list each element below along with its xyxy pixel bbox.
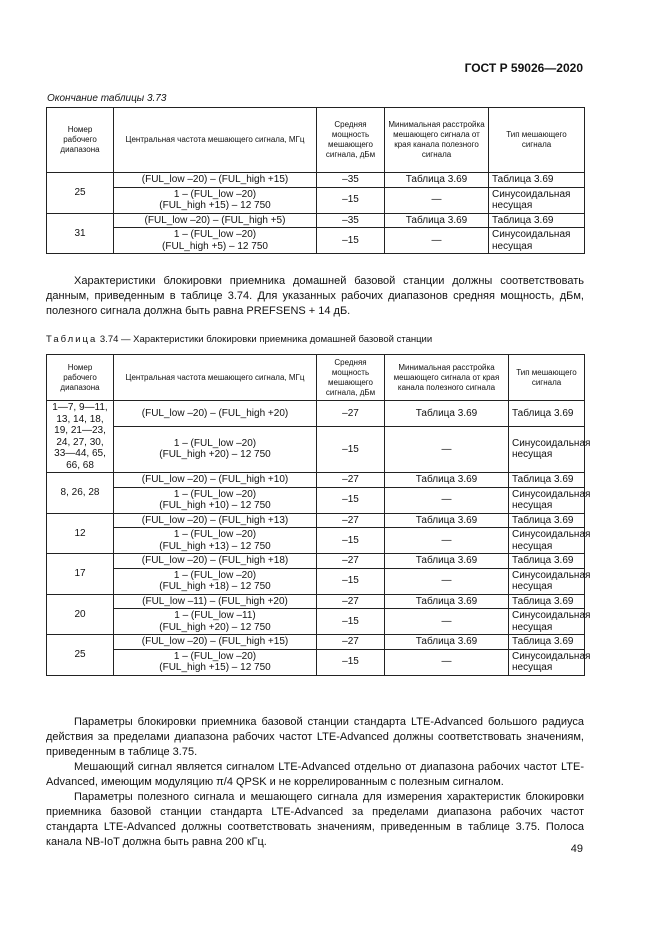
freq-cell: 1 – (FUL_low –20) (FUL_high +15) – 12 750 <box>114 649 317 675</box>
type-cell: Синусоидальная несущая <box>509 426 585 472</box>
type-cell: Синусоидальная несущая <box>489 187 585 213</box>
type-cell: Таблица 3.69 <box>509 554 585 569</box>
paragraph-2: Параметры блокировки приемника базовой станции стандарта LTE-Advanced большого радиуса действия за пределами диапазона рабочих частот LTE-Advanced должны соответствовать значениям, приведенным в таблице 3.75. <box>46 716 584 758</box>
freq-cell: 1 – (FUL_low –20) (FUL_high +13) – 12 750 <box>114 528 317 554</box>
table-row <box>47 228 585 254</box>
type-cell: Синусоидальная несущая <box>509 649 585 675</box>
offset-cell: — <box>385 487 509 513</box>
freq-cell: (FUL_low –11) – (FUL_high +20) <box>114 594 317 609</box>
freq-cell: (FUL_low –20) – (FUL_high +15) <box>114 635 317 650</box>
power-cell: –15 <box>317 228 385 254</box>
offset-cell: — <box>385 609 509 635</box>
power-cell: –27 <box>317 635 385 650</box>
type-cell: Таблица 3.69 <box>509 635 585 650</box>
type-cell: Синусоидальная несущая <box>509 487 585 513</box>
freq-cell: (FUL_low –20) – (FUL_high +13) <box>114 513 317 528</box>
paragraph-3: Мешающий сигнал является сигналом LTE-Advanced отдельно от диапазона рабочих частот LTE-Advanced, имеющим модуляцию π/4 QPSK и не коррелированным с полезным сигналом. <box>46 761 584 788</box>
offset-cell: Таблица 3.69 <box>385 173 489 188</box>
offset-cell: Таблица 3.69 <box>385 594 509 609</box>
power-cell: –15 <box>317 649 385 675</box>
power-cell: –35 <box>317 213 385 228</box>
offset-cell: Таблица 3.69 <box>385 401 509 427</box>
band-cell: 25 <box>47 635 114 676</box>
type-cell: Таблица 3.69 <box>489 213 585 228</box>
table-row <box>47 401 585 427</box>
power-cell: –15 <box>317 568 385 594</box>
freq-cell: 1 – (FUL_low –20) (FUL_high +15) – 12 750 <box>114 187 317 213</box>
table-3-74-caption <box>46 334 432 345</box>
band-cell: 20 <box>47 594 114 635</box>
power-cell: –27 <box>317 554 385 569</box>
offset-cell: Таблица 3.69 <box>385 635 509 650</box>
power-cell: –15 <box>317 426 385 472</box>
table-3-73-body <box>47 173 585 254</box>
table-3-73 <box>46 107 585 254</box>
power-cell: –15 <box>317 487 385 513</box>
table-3-74-body <box>47 401 591 676</box>
table-row <box>47 594 585 609</box>
freq-cell: (FUL_low –20) – (FUL_high +10) <box>114 473 317 488</box>
band-cell: 17 <box>47 554 114 595</box>
freq-cell: (FUL_low –20) – (FUL_high +5) <box>114 213 317 228</box>
power-cell: –27 <box>317 513 385 528</box>
page-number: 49 <box>570 843 583 855</box>
power-cell: –15 <box>317 609 385 635</box>
paragraph-4: Параметры полезного сигнала и мешающего сигнала для измерения характеристик блокировки приемника базовой станции стандарта LTE-Advanced за пределами диапазона рабочих частот стандарта LTE-Advanced должны соответствовать значениям, приведенным в таблице 3.75. Полоса канала NB-IoT должна быть равна 200 кГц. <box>46 791 584 848</box>
standard-number: ГОСТ Р 59026—2020 <box>464 61 583 75</box>
band-cell: 8, 26, 28 <box>47 473 114 514</box>
type-cell: Таблица 3.69 <box>509 594 585 609</box>
freq-cell: (FUL_low –20) – (FUL_high +15) <box>114 173 317 188</box>
type-cell: Синусоидальная несущая <box>489 228 585 254</box>
table-3-74 <box>46 354 591 676</box>
col-header-band: Номер рабочего диапазона <box>47 355 114 401</box>
table-row <box>47 213 585 228</box>
offset-cell: — <box>385 649 509 675</box>
col-header-power: Средняя мощность мешающего сигнала, дБм <box>317 108 385 173</box>
power-cell: –27 <box>317 473 385 488</box>
freq-cell: (FUL_low –20) – (FUL_high +18) <box>114 554 317 569</box>
type-cell: Таблица 3.69 <box>509 401 585 427</box>
col-header-offset: Минимальная расстройка мешающего сигнала от края канала полезного сигнала <box>385 355 509 401</box>
table-3-74-caption-label: Таблица <box>46 334 98 345</box>
band-cell: 12 <box>47 513 114 554</box>
table-row <box>47 513 585 528</box>
table-row <box>47 649 585 675</box>
table-row <box>47 426 585 472</box>
type-cell: Таблица 3.69 <box>509 513 585 528</box>
col-header-band: Номер рабочего диапазона <box>47 108 114 173</box>
band-cell: 31 <box>47 213 114 254</box>
power-cell: –15 <box>317 528 385 554</box>
power-cell: –15 <box>317 187 385 213</box>
table-row <box>47 487 585 513</box>
type-cell: Таблица 3.69 <box>509 473 585 488</box>
paragraph-1-text: Характеристики блокировки приемника домашней базовой станции должны соответствовать данным, приведенным в таблице 3.74. Для указанных рабочих диапазонов средняя мощность, дБм, полезного сигнала должна быть равна PREFSENS + 14 дБ. <box>46 275 584 317</box>
type-cell: Синусоидальная несущая <box>509 528 585 554</box>
freq-cell: 1 – (FUL_low –20) (FUL_high +5) – 12 750 <box>114 228 317 254</box>
freq-cell: 1 – (FUL_low –20) (FUL_high +18) – 12 750 <box>114 568 317 594</box>
offset-cell: — <box>385 568 509 594</box>
table-row <box>47 473 585 488</box>
col-header-power: Средняя мощность мешающего сигнала, дБм <box>317 355 385 401</box>
col-header-type: Тип мешающего сигнала <box>489 108 585 173</box>
paragraph-1 <box>46 274 584 319</box>
band-cell: 25 <box>47 173 114 214</box>
offset-cell: Таблица 3.69 <box>385 473 509 488</box>
offset-cell: — <box>385 426 509 472</box>
offset-cell: Таблица 3.69 <box>385 554 509 569</box>
col-header-offset: Минимальная расстройка мешающего сигнала от края канала полезного сигнала <box>385 108 489 173</box>
freq-cell: 1 – (FUL_low –20) (FUL_high +20) – 12 750 <box>114 426 317 472</box>
table-3-73-caption: Окончание таблицы 3.73 <box>47 93 167 104</box>
col-header-freq: Центральная частота мешающего сигнала, МГц <box>114 108 317 173</box>
table-row <box>47 635 585 650</box>
table-row <box>47 187 585 213</box>
offset-cell: — <box>385 528 509 554</box>
freq-cell: 1 – (FUL_low –20) (FUL_high +10) – 12 750 <box>114 487 317 513</box>
band-cell: 1—7, 9—11, 13, 14, 18, 19, 21—23, 24, 27, 30, 33—44, 65, 66, 68 <box>47 401 114 473</box>
power-cell: –27 <box>317 594 385 609</box>
col-header-freq: Центральная частота мешающего сигнала, МГц <box>114 355 317 401</box>
type-cell: Синусоидальная несущая <box>509 609 585 635</box>
table-row <box>47 554 585 569</box>
power-cell: –35 <box>317 173 385 188</box>
offset-cell: — <box>385 187 489 213</box>
paragraphs-2 <box>46 715 584 850</box>
type-cell: Синусоидальная несущая <box>509 568 585 594</box>
freq-cell: (FUL_low –20) – (FUL_high +20) <box>114 401 317 427</box>
table-3-74-caption-text: 3.74 — Характеристики блокировки приемника домашней базовой станции <box>99 334 433 345</box>
offset-cell: Таблица 3.69 <box>385 213 489 228</box>
type-cell: Таблица 3.69 <box>489 173 585 188</box>
freq-cell: 1 – (FUL_low –11) (FUL_high +20) – 12 750 <box>114 609 317 635</box>
table-row <box>47 528 585 554</box>
offset-cell: Таблица 3.69 <box>385 513 509 528</box>
table-row <box>47 568 585 594</box>
table-row <box>47 173 585 188</box>
offset-cell: — <box>385 228 489 254</box>
table-row <box>47 609 585 635</box>
col-header-type: Тип мешающего сигнала <box>509 355 585 401</box>
power-cell: –27 <box>317 401 385 427</box>
